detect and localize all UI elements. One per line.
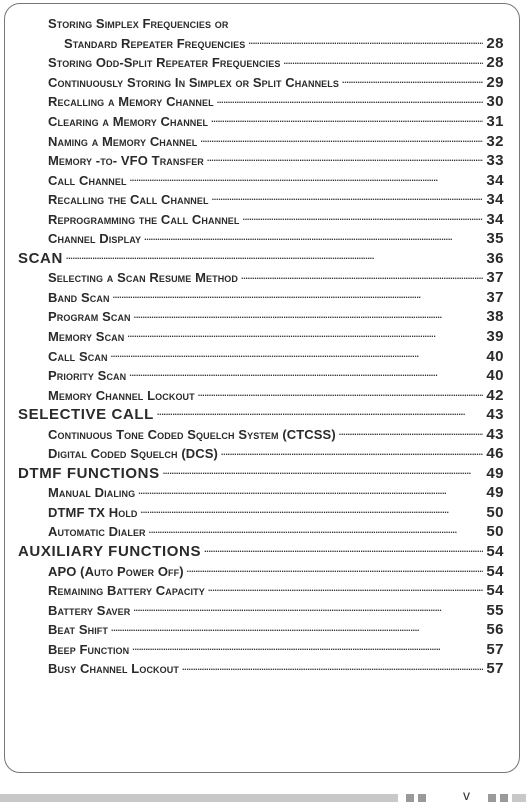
toc-entry-page: 55 [486,601,504,619]
dot-leader [141,506,484,518]
toc-entry-page: 56 [486,621,504,639]
toc-entry-page: 49 [486,484,504,502]
toc-entry-title: Recalling a Memory Channel [48,94,214,110]
toc-subsection-entry [18,34,504,54]
dot-leader [144,233,483,245]
toc-subsection-entry [18,190,504,210]
dot-leader [163,467,484,479]
toc-entry-title: Memory Channel Lockout [48,387,195,403]
toc-entry-title: Call Channel [48,172,127,188]
toc-section-entry [18,405,504,425]
toc-entry-title: APO (Auto Power Off) [48,563,184,579]
dot-leader [248,37,483,49]
toc-entry-title: Recalling the Call Channel [48,192,209,208]
dot-leader [221,448,483,460]
toc-entry-title: Selecting a Scan Resume Method [48,270,239,286]
toc-entry-page: 54 [486,582,504,600]
toc-entry-title: Automatic Dialer [48,524,146,540]
toc-entry-page: 32 [486,132,504,150]
toc-entry-title: Battery Saver [48,602,131,618]
toc-entry-title: Busy Channel Lockout [48,661,179,677]
toc-entry-title: Program Scan [48,309,131,325]
toc-entry-title: Priority Scan [48,368,127,384]
dot-leader [243,213,484,225]
toc-section-entry [18,542,504,562]
toc-subsection-entry [18,483,504,503]
toc-subsection-entry [18,659,504,679]
toc-entry-page: 36 [486,249,504,267]
footer-bar-right [512,794,526,802]
dot-leader [241,272,483,284]
toc-entry-title: Naming a Memory Channel [48,133,198,149]
toc-entry-page: 37 [486,288,504,306]
toc-entry-title: Standard Repeater Frequencies [64,35,246,51]
toc-entry-page: 34 [486,210,504,228]
toc-entry-page: 34 [486,171,504,189]
toc-section-entry [18,249,504,269]
dot-leader [134,311,484,323]
toc-subsection-entry [18,209,504,229]
toc-entry-title: Manual Dialing [48,485,136,501]
toc-entry-page: 31 [486,113,504,130]
toc-entry-title: Storing Odd-Split Repeater Frequencies [48,55,281,71]
dot-leader [130,174,484,186]
dot-leader [129,369,483,381]
toc-subsection-entry [18,73,504,93]
toc-entry-page: 38 [486,308,504,326]
toc-subsection-entry [18,424,504,444]
toc-entry-page: 43 [486,406,504,424]
footer-bar-block [500,794,508,802]
toc-entry-page: 39 [486,328,504,346]
toc-subsection-entry [18,14,504,34]
toc-subsection-entry [18,288,504,308]
toc-entry-page: 49 [486,464,504,482]
dot-leader [283,57,483,69]
toc-subsection-entry [18,307,504,327]
toc-entry-page: 37 [486,269,504,287]
footer-bar-block [488,794,496,802]
toc-subsection-entry [18,640,504,660]
toc-subsection-entry [18,170,504,190]
dot-leader [198,389,484,401]
toc-entry-page: 46 [486,445,504,463]
toc-entry-page: 28 [486,54,504,72]
toc-entry-title: Memory Scan [48,329,125,345]
toc-subsection-entry [18,620,504,640]
dot-leader [113,291,484,303]
dot-leader [208,584,483,596]
toc-entry-page: 34 [486,191,504,209]
toc-subsection-entry [18,600,504,620]
dot-leader [217,96,484,108]
dot-leader [127,330,483,342]
toc-entry-page: 28 [486,34,504,52]
toc-entry-title: Call Scan [48,348,108,364]
toc-subsection-entry [18,581,504,601]
toc-subsection-entry [18,346,504,366]
toc-entry-page: 43 [486,425,504,443]
dot-leader [207,154,483,166]
toc-entry-title: Digital Coded Squelch (DCS) [48,446,218,462]
toc-entry-page: 40 [486,367,504,385]
toc-subsection-entry [18,53,504,73]
toc-entry-page: 33 [486,152,504,170]
toc-subsection-entry [18,444,504,464]
toc-entry-title: Clearing a Memory Channel [48,114,209,129]
toc-entry-title: Beat Shift [48,622,108,638]
page-number: v [463,787,470,803]
dot-leader [111,624,483,636]
toc-subsection-entry [18,327,504,347]
footer-bar-block [418,794,426,802]
dot-leader [212,193,484,205]
toc-subsection-entry [18,151,504,171]
dot-leader [182,663,483,675]
toc-entry-page: 30 [486,93,504,111]
toc-entry-title: SELECTIVE CALL [18,406,154,424]
toc-entry-title: DTMF TX Hold [48,504,138,520]
dot-leader [187,565,484,577]
dot-leader [133,604,483,616]
toc-entry-title: Memory -to- VFO Transfer [48,153,204,169]
dot-leader [111,350,484,362]
dot-leader [132,643,483,655]
toc-subsection-entry [18,522,504,542]
dot-leader [342,76,483,88]
toc-entry-title: Channel Display [48,231,142,247]
toc-entry-page: 29 [486,73,504,91]
toc-subsection-entry [18,561,504,581]
toc-subsection-entry [18,92,504,112]
dot-leader [138,487,483,499]
dot-leader [200,135,483,147]
toc-subsection-entry [18,268,504,288]
toc-entry-title: Reprogramming the Call Channel [48,211,240,227]
toc-subsection-entry [18,503,504,523]
toc-entry-title: Continuously Storing In Simplex or Split Channels [48,74,339,90]
dot-leader [339,428,484,440]
toc-entry-title: AUXILIARY FUNCTIONS [18,543,202,561]
toc-section-entry [18,464,504,484]
toc-entry-page: 50 [486,523,504,541]
toc-subsection-entry [18,366,504,386]
toc-entry-page: 57 [486,660,504,678]
dot-leader [211,115,483,127]
toc-entry-title: Continuous Tone Coded Squelch System (CTCSS) [48,426,336,442]
footer-bar-left [0,794,398,802]
toc-entry-page: 50 [486,503,504,521]
toc-entry-page: 42 [486,386,504,404]
toc-entry-page: 35 [486,230,504,248]
toc-entry-title: SCAN [18,249,63,267]
toc-entry-page: 57 [486,640,504,658]
toc-entry-page: 40 [486,347,504,365]
footer-bar-block [406,794,414,802]
toc-entry-title: Band Scan [48,289,110,305]
dot-leader [204,545,483,557]
toc-subsection-entry [18,112,504,132]
toc-entry-title: Storing Simplex Frequencies or [48,16,229,32]
toc-entry-page: 54 [486,562,504,580]
dot-leader [66,252,483,264]
dot-leader [157,408,483,420]
dot-leader [149,526,484,538]
toc-entry-title: DTMF FUNCTIONS [18,464,160,482]
table-of-contents [18,14,504,679]
page-footer [0,788,526,802]
toc-subsection-entry [18,131,504,151]
toc-entry-page: 54 [486,543,504,561]
toc-entry-title: Beep Function [48,641,130,657]
toc-subsection-entry [18,385,504,405]
toc-entry-title: Remaining Battery Capacity [48,583,205,599]
toc-subsection-entry [18,229,504,249]
